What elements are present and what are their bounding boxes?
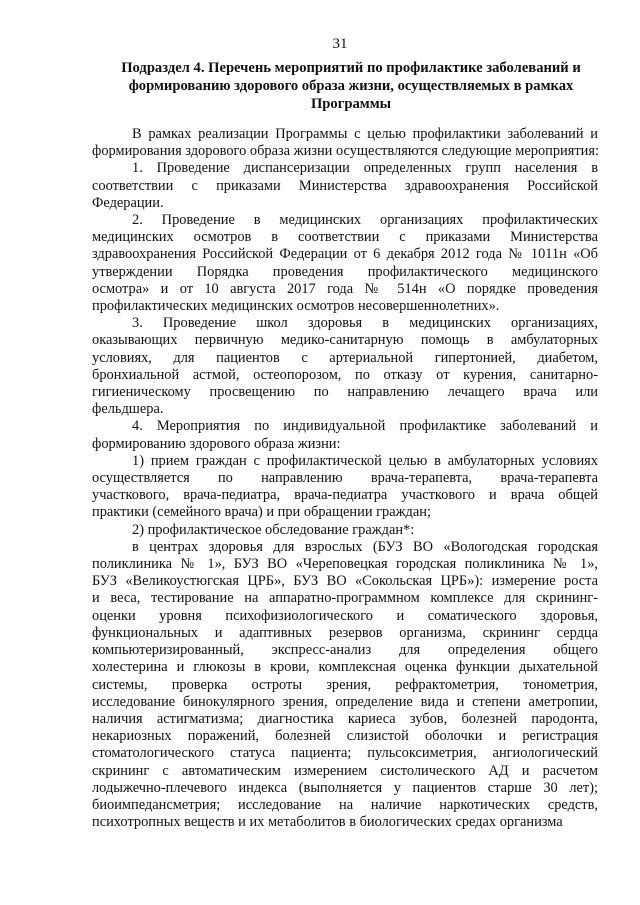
paragraph [92,160,598,212]
text-line: утверждении Порядка проведения профилактического медицинского [92,263,598,280]
text-line: профилактических медицинских осмотров несовершеннолетних». [92,298,500,315]
text-line: 1. Проведение диспансеризации определенных групп населения в [132,160,598,177]
paragraph [92,212,598,315]
text-line: здравоохранения Российской Федерации от 6 декабря 2012 года № 1011н «Об [92,246,598,263]
text-line: БУЗ «Великоустюгская ЦРБ», БУЗ ВО «Сокольская ЦРБ»): измерение роста [92,573,598,590]
text-line: формирования здорового образа жизни осуществляются следующие мероприятия: [92,143,599,160]
text-line: холестерина и глюкозы в крови, комплексная оценка функции дыхательной [92,659,598,676]
paragraph [92,126,598,160]
text-line: 4. Мероприятия по индивидуальной профилактике заболеваний и [132,418,598,435]
text-line: фельдшера. [92,401,164,418]
text-line: медицинских осмотров в соответствии с приказами Министерства [92,229,598,246]
page-number: 31 [332,36,348,52]
text-line: некариозных поражений, болезней слизистой оболочки и регистрация [92,728,598,745]
text-line: и веса, тестирование на аппаратно-программном комплексе для скрининг- [92,590,598,607]
text-line: 2) профилактическое обследование граждан*: [132,521,415,538]
text-line: исследование бинокулярного зрения, определение вида и степени аметропии, [92,693,598,710]
paragraph [92,453,598,522]
text-line: участкового, врача-педиатра, врача-педиатра участкового и врача общей [92,487,598,504]
text-line: гигиеническому просвещению по направлению лечащего врача или [92,384,598,401]
text-line: в центрах здоровья для взрослых (БУЗ ВО «Вологодская городская [132,538,598,555]
text-line: скрининг с автоматическим измерением систолического АД и расчетом [92,762,598,779]
text-line: наличия астигматизма; диагностика кариеса зубов, болезней пародонта, [92,710,598,727]
text-line: поликлиника № 1», БУЗ ВО «Череповецкая городская поликлиника № 1», [92,556,598,573]
text-line: осмотра» и от 10 августа 2017 года № 514н «О порядке проведения [92,280,598,297]
text-line: биоимпедансметрия; исследование на наличие наркотических средств, [92,796,598,813]
text-line: лодыжечно-плечевого индекса (выполняется у пациентов старше 30 лет); [92,779,598,796]
paragraph [92,522,598,539]
text-line: 1) прием граждан с профилактической целью в амбулаторных условиях [132,452,598,469]
text-line: В рамках реализации Программы с целью профилактики заболеваний и [132,126,598,142]
body-text [92,126,598,831]
text-line: 2. Проведение в медицинских организациях профилактических [132,212,598,229]
text-line: практики (семейного врача) и при обращении граждан; [92,504,431,521]
paragraph [92,539,598,831]
text-line: соответствии с приказами Министерства здравоохранения Российской [92,177,598,194]
text-line: оказывающих первичную медико-санитарную помощь в амбулаторных [92,332,598,349]
text-line: стоматологического статуса пациента; пульсоксиметрия, ангиологический [92,745,598,762]
text-line: оценки уровня психофизиологического и соматического здоровья, [92,607,598,624]
text-line: условиях, для пациентов с артериальной гипертонией, диабетом, [92,349,598,366]
text-line: Федерации. [92,194,164,211]
text-line: компьютеризированный, экспресс-анализ для определения общего [92,642,598,659]
paragraph [92,418,598,452]
text-line: 3. Проведение школ здоровья в медицинских организациях, [132,315,598,332]
section-heading: Подраздел 4. Перечень мероприятий по профилактике заболеваний и формированию здорового образа жизни, осуществляемых в рамках Программы [121,60,581,112]
paragraph [92,315,598,418]
text-line: бронхиальной астмой, остеопорозом, по отказу от курения, санитарно- [92,366,598,383]
text-line: формированию здорового образа жизни: [92,435,341,452]
text-line: системы, проверка остроты зрения, рефрактометрия, тонометрия, [92,676,598,693]
text-line: психотропных веществ и их метаболитов в биологических средах организма [92,814,563,831]
text-line: осуществляется по направлению врача-терапевта, врача-терапевта [92,470,598,487]
text-line: функциональных и адаптивных резервов организма, скрининг сердца [92,624,598,641]
